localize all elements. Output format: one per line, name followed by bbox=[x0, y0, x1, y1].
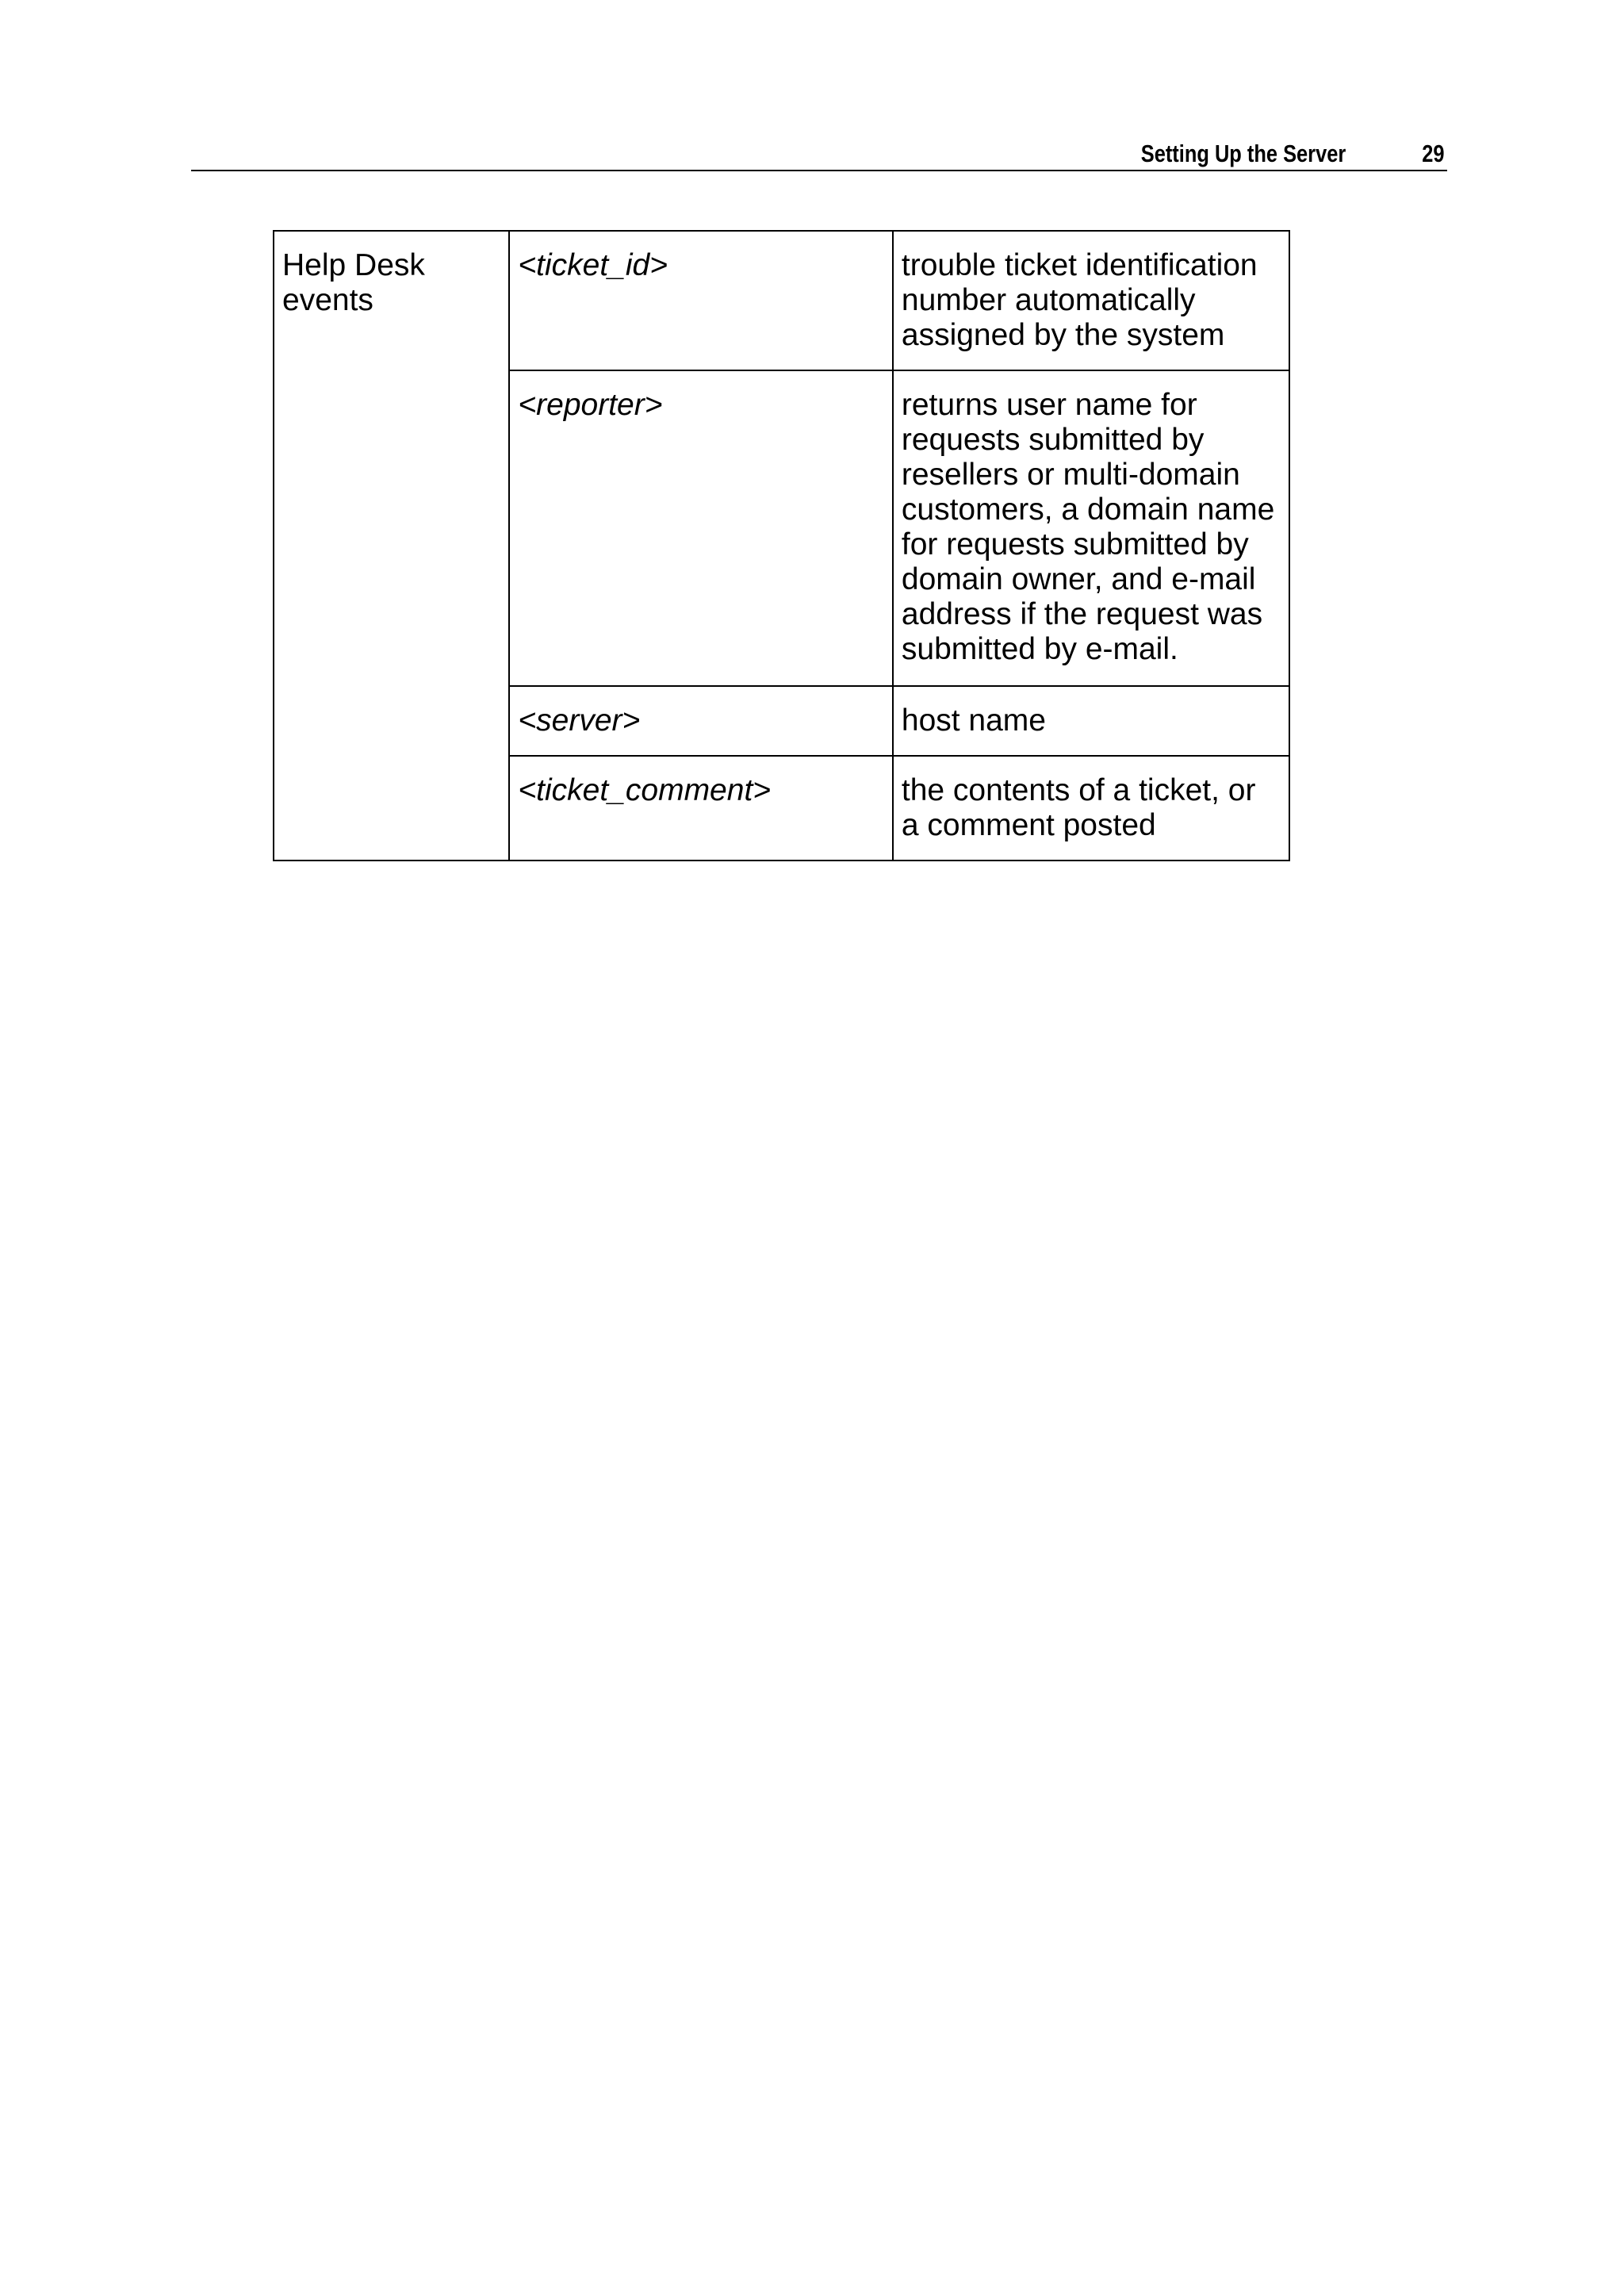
description-cell: trouble ticket identification number automatically assigned by the system bbox=[893, 231, 1289, 370]
help-desk-variables-table bbox=[273, 230, 1290, 861]
category-cell: Help Desk events bbox=[274, 231, 509, 861]
header-title: Setting Up the Server bbox=[1140, 140, 1346, 167]
description-cell: returns user name for requests submitted by resellers or multi-domain customers, a domain name for requests submitted by domain owner, and e-mail address if the request was submitted by e-mail. bbox=[893, 370, 1289, 686]
variable-cell: <ticket_comment> bbox=[509, 756, 892, 861]
description-cell: host name bbox=[893, 686, 1289, 756]
description-cell: the contents of a ticket, or a comment posted bbox=[893, 756, 1289, 861]
variable-cell: <server> bbox=[509, 686, 892, 756]
variable-cell: <ticket_id> bbox=[509, 231, 892, 370]
page-number: 29 bbox=[1421, 140, 1444, 167]
page-header bbox=[191, 133, 1447, 171]
variable-cell: <reporter> bbox=[509, 370, 892, 686]
table-row bbox=[274, 231, 1289, 370]
